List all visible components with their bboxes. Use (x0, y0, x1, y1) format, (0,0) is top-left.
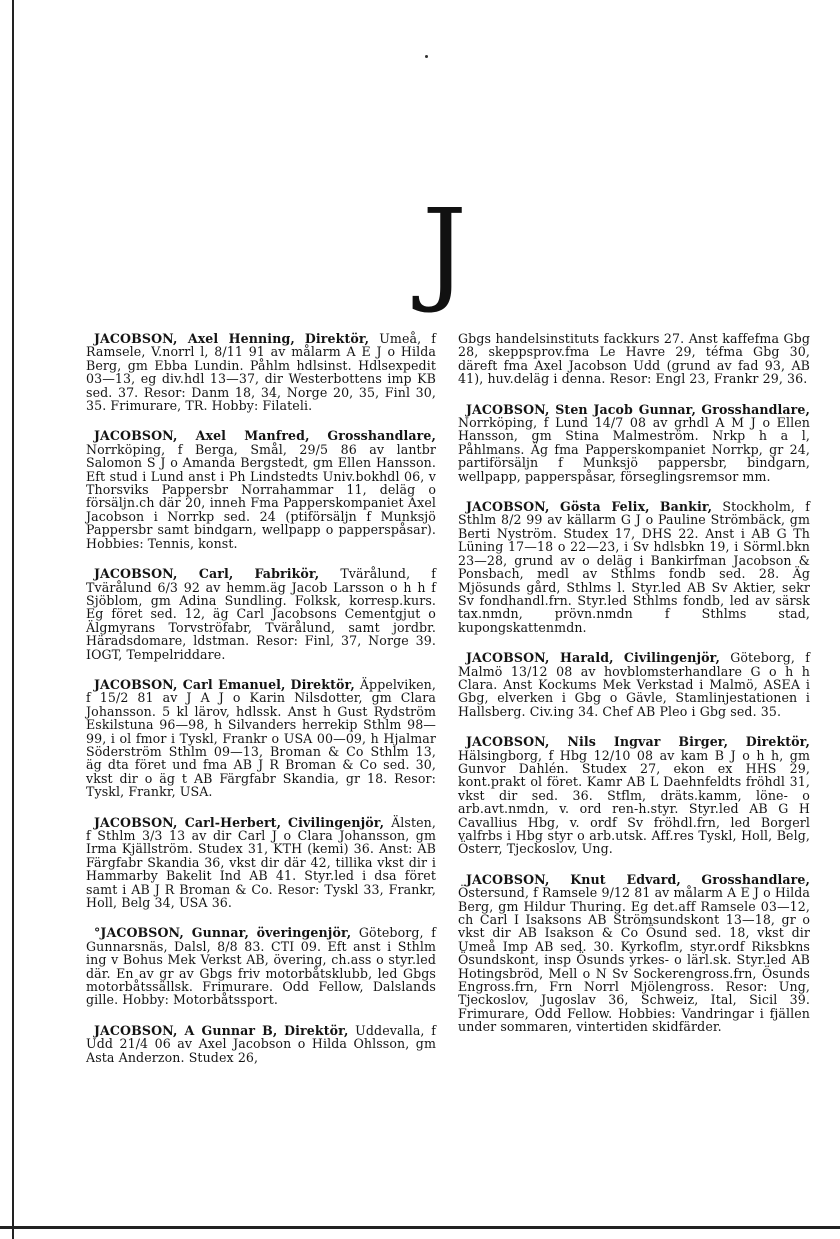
entry: JACOBSON, Carl Emanuel, Direktör, Äppelviken, f 15/2 81 av J A J o Karin Nilsdotter, gm Clara Johansson. 5 kl lärov, hdlssk. Anst h Gust Rydström Eskilstuna 96—98, h Silvanders herrekip Sthlm 98—99, i ol fmor i Tyskl, Frankr o USA 00—09, h Hjalmar Söderström Sthlm 09—13, Broman & Co Sthlm 13, äg dta föret und fma AB J R Broman & Co sed. 30, vkst dir o äg t AB Färgfabr Skandia, gr 18. Resor: Tyskl, Frankr, USA. (86, 676, 436, 800)
entry: JACOBSON, Carl, Fabrikör, Tvärålund, f Tvärålund 6/3 92 av hemm.äg Jacob Larsson o h h f Sjöblom, gm Adina Sundling. Folksk, korresp.kurs. Eg föret sed. 12, äg Carl Jacobsons Cementgjut o Älgmyrans Torvströfabr, Tvärålund, samt jordbr. Häradsdomare, ldstman. Resor: Finl, 37, Norge 39. IOGT, Tempelriddare. (86, 566, 437, 662)
entry: °JACOBSON, Gunnar, överingenjör, Göteborg, f Gunnarsnäs, Dalsl, 8/8 83. CTI 09. Eft anst i Sthlm ing v Bohus Mek Verkst AB, övering, ch.ass o styr.led där. En av gr av Gbgs friv motorbåtsklubb, led Gbgs motorbåtssällsk. Frimurare. Odd Fellow, Dalslands gille. Hobby: Motorbåtssport. (86, 925, 437, 1008)
scan-edge-bottom (0, 1226, 840, 1229)
entry: JACOBSON, Gösta Felix, Bankir, Stockholm, f Sthlm 8/2 99 av källarm G J o Pauline Strömbäck, gm Berti Nyström. Studex 17, DHS 22. Anst i AB G Th Lüning 17—18 o 22—23, i Sv hdlsbkn 19, i Sörml.bkn 23—28, grund av o deläg i Bankirfman Jacobson & Ponsbach, medl av Sthlms fondb sed. 28. Äg Mjösunds gård, Sthlms l. Styr.led AB Sv Aktier, sekr Sv fondhandl.frn. Styr.led Sthlms fondb, led av särsk tax.nmdn, prövn.nmdn f Sthlms stad, kupongskattenmdn. (458, 499, 810, 635)
entry: JACOBSON, Nils Ingvar Birger, Direktör, Hälsingborg, f Hbg 12/10 08 av kam B J o h h, gm Gunvor Dahlén. Studex 27, ekon ex HHS 29, kont.prakt ol föret. Kamr AB L Daehnfeldts fröhdl 31, vkst dir sed. 36. Stflm, dräts.kamm, löne- o arb.avt.nmdn, v. ord ren-h.styr. Styr.led AB G H Cavallius Hbg, v. ordf Sv fröhdl.frn, led Borgerl valfrbs i Hbg styr o arb.utsk. Aff.res Tyskl, Holl, Belg, Österr, Tjeckoslov, Ung. (458, 734, 810, 857)
entry: JACOBSON, Knut Edvard, Grosshandlare, Östersund, f Ramsele 9/12 81 av målarm A E J o Hilda Berg, gm Hildur Thuring. Eg det.aff Ramsele 03—12, ch Carl I Isaksons AB Strömsundskont 13—18, gr o vkst dir AB Isakson & Co Ösund sed. 18, vkst dir Umeå Imp AB sed. 30. Kyrkoflm, styr.ordf Riksbkns Ösundskont, insp Ösunds yrkes- o lärl.sk. Styr.led AB Hotingsbröd, Mell o N Sv Sockerengross.frn, Ösunds Engross.frn, Frn Norrl Mjölengross. Resor: Ung, Tjeckoslov, Jugoslav 36, Schweiz, Ital, Sicil 39. Frimurare, Odd Fellow. Hobbies: Vandringar i fjällen under sommaren, vintertiden skidfärder. (458, 871, 810, 1035)
entry: JACOBSON, Axel Henning, Direktör, Umeå, f Ramsele, V.norrl l, 8/11 91 av målarm A E J o Hilda Berg, gm Ebba Lundin. Påhlm hdlsinst. Hdlsexpedit 03—13, eg div.hdl 13—37, dir Westerbottens imp KB sed. 37. Resor: Danm 18, 34, Norge 20, 35, Finl 30, 35. Frimurare, TR. Hobby: Filateli. (86, 331, 436, 414)
entry: JACOBSON, Axel Manfred, Grosshandlare, Norrköping, f Berga, Smål, 29/5 86 av lantbr Salomon S J o Amanda Bergstedt, gm Ellen Hansson. Eft stud i Lund anst i Ph Lindstedts Univ.bokhdl 06, v Thorsviks Pappersbr Norrahammar 11, deläg o försäljn.ch där 20, inneh Fma Papperskompaniet Axel Jacobson i Norrkp sed. 24 (ptiförsäljn f Munksjö Pappersbr samt bindgarn, wellpapp o papperspåsar). Hobbies: Tennis, konst. (86, 428, 436, 551)
print-speck (425, 55, 428, 58)
left-column (86, 332, 436, 1081)
scan-edge-left (12, 0, 14, 1239)
entry: JACOBSON, Harald, Civilingenjör, Göteborg, f Malmö 13/12 08 av hovblomsterhandlare G o h h Clara. Anst Kockums Mek Verkstad i Malmö, ASEA i Gbg, elverken i Gbg o Gävle, Stamlinjestationen i Hallsberg. Civ.ing 34. Chef AB Pleo i Gbg sed. 35. (458, 650, 811, 719)
entry: JACOBSON, Carl-Herbert, Civilingenjör, Älsten, f Sthlm 3/3 13 av dir Carl J o Clara Johansson, gm Irma Kjällström. Studex 31, KTH (kemi) 36. Anst: AB Färgfabr Skandia 36, vkst dir där 42, tillika vkst dir i Hammarby Bakelit Ind AB 41. Styr.led i dsa föret samt i AB J R Broman & Co. Resor: Tyskl 33, Frankr, Holl, Belg 34, USA 36. (86, 814, 436, 911)
entry: JACOBSON, A Gunnar B, Direktör, Uddevalla, f Udd 21/4 06 av Axel Jacobson o Hilda Ohlsson, gm Asta Anderzon. Studex 26, (86, 1022, 437, 1065)
entry-continuation: Gbgs handelsinstituts fackkurs 27. Anst kaffefma Gbg 28, skeppsprov.fma Le Havre 29, téfma Gbg 30, däreft fma Axel Jacobson Udd (grund av fad 93, AB 41), huv.deläg i denna. Resor: Engl 23, Frankr 29, 36. (458, 331, 810, 387)
section-letter: J (422, 186, 467, 316)
right-column (458, 332, 810, 1051)
entry: JACOBSON, Sten Jacob Gunnar, Grosshandlare, Norrköping, f Lund 14/7 08 av grhdl A M J o Ellen Hansson, gm Stina Malmeström. Nrkp h a l, Påhlmans. Äg fma Papperskompaniet Norrkp, gr 24, partiförsäljn f Munksjö pappersbr, bindgarn, wellpapp, papperspåsar, förseglingsremsor mm. (458, 401, 810, 484)
